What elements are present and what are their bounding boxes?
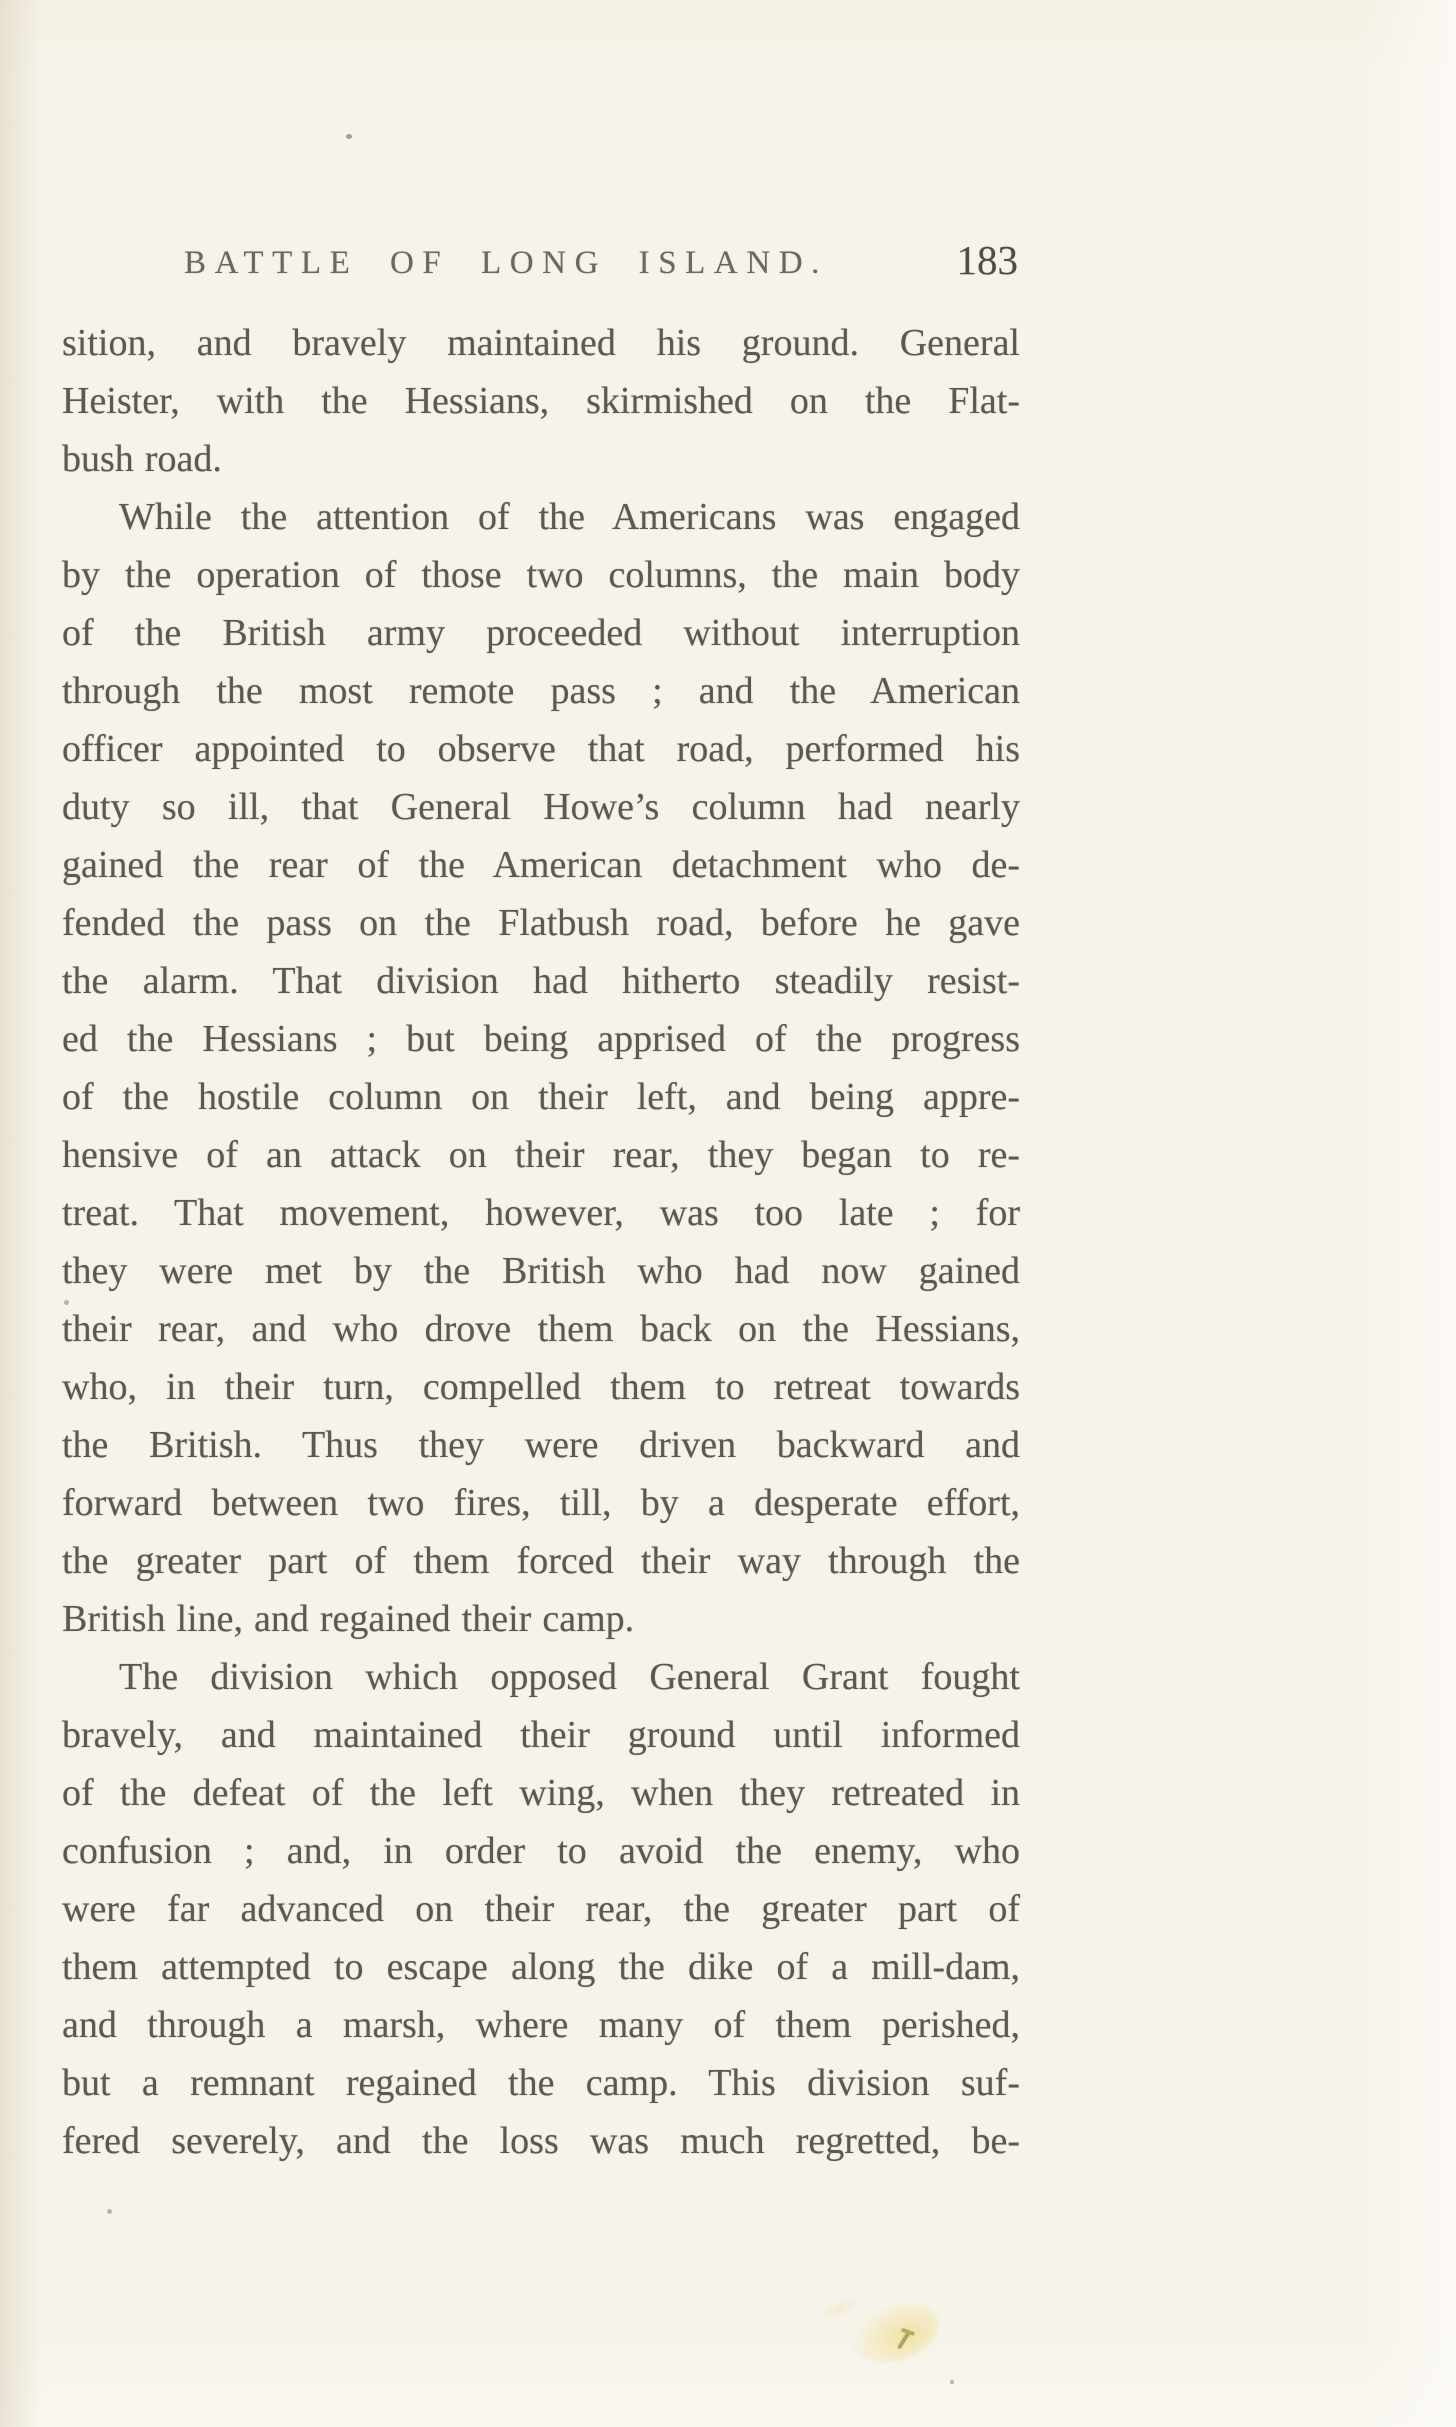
text-line: the alarm. That division had hitherto steadily resist- xyxy=(62,960,1020,1002)
paper-stain xyxy=(813,2291,864,2328)
text-line: gained the rear of the American detachment who de- xyxy=(62,844,1020,886)
text-line: the greater part of them forced their way through the xyxy=(62,1540,1020,1582)
text-line: and through a marsh, where many of them perished, xyxy=(62,2004,1020,2046)
text-line: were far advanced on their rear, the greater part of xyxy=(62,1888,1020,1930)
text-line: their rear, and who drove them back on the Hessians, xyxy=(62,1308,1020,1350)
ink-speck xyxy=(950,2380,954,2384)
paragraph xyxy=(62,488,1020,1648)
page-header xyxy=(62,237,1020,286)
text-line: hensive of an attack on their rear, they began to re- xyxy=(62,1134,1020,1176)
running-title: BATTLE OF LONG ISLAND. xyxy=(184,245,828,281)
text-line: but a remnant regained the camp. This division suf- xyxy=(62,2062,1020,2104)
text-line: British line, and regained their camp. xyxy=(62,1598,635,1640)
paragraph xyxy=(62,314,1020,488)
text-line: of the defeat of the left wing, when they retreated in xyxy=(62,1772,1020,1814)
text-line: bravely, and maintained their ground until informed xyxy=(62,1714,1020,1756)
text-line: through the most remote pass ; and the American xyxy=(62,670,1020,712)
paragraph xyxy=(62,1648,1020,2170)
text-line: bush road. xyxy=(62,438,222,480)
text-line: forward between two fires, till, by a desperate effort, xyxy=(62,1482,1020,1524)
text-line: confusion ; and, in order to avoid the enemy, who xyxy=(62,1830,1020,1872)
text-line: treat. That movement, however, was too late ; for xyxy=(62,1192,1020,1234)
text-line: of the British army proceeded without interruption xyxy=(62,612,1020,654)
text-line: duty so ill, that General Howe’s column had nearly xyxy=(62,786,1020,828)
text-line: While the attention of the Americans was engaged xyxy=(119,496,1020,538)
text-line: officer appointed to observe that road, performed his xyxy=(62,728,1020,770)
text-line: Heister, with the Hessians, skirmished on the Flat- xyxy=(62,380,1020,422)
text-line: they were met by the British who had now gained xyxy=(62,1250,1020,1292)
text-line: who, in their turn, compelled them to retreat towards xyxy=(62,1366,1020,1408)
text-line: sition, and bravely maintained his ground. General xyxy=(62,322,1020,364)
text-line: fended the pass on the Flatbush road, before he gave xyxy=(62,902,1020,944)
ink-speck xyxy=(346,134,352,139)
text-block xyxy=(62,314,1020,2170)
text-line: of the hostile column on their left, and being appre- xyxy=(62,1076,1020,1118)
text-line: The division which opposed General Grant fought xyxy=(119,1656,1020,1698)
ink-speck xyxy=(107,2209,112,2214)
text-line: the British. Thus they were driven backward and xyxy=(62,1424,1020,1466)
text-line: ed the Hessians ; but being apprised of the progress xyxy=(62,1018,1020,1060)
page-number: 183 xyxy=(956,237,1018,283)
text-line: by the operation of those two columns, the main body xyxy=(62,554,1020,596)
text-line: them attempted to escape along the dike of a mill-dam, xyxy=(62,1946,1020,1988)
ink-speck xyxy=(64,1300,69,1305)
text-line: fered severely, and the loss was much regretted, be- xyxy=(62,2120,1020,2162)
